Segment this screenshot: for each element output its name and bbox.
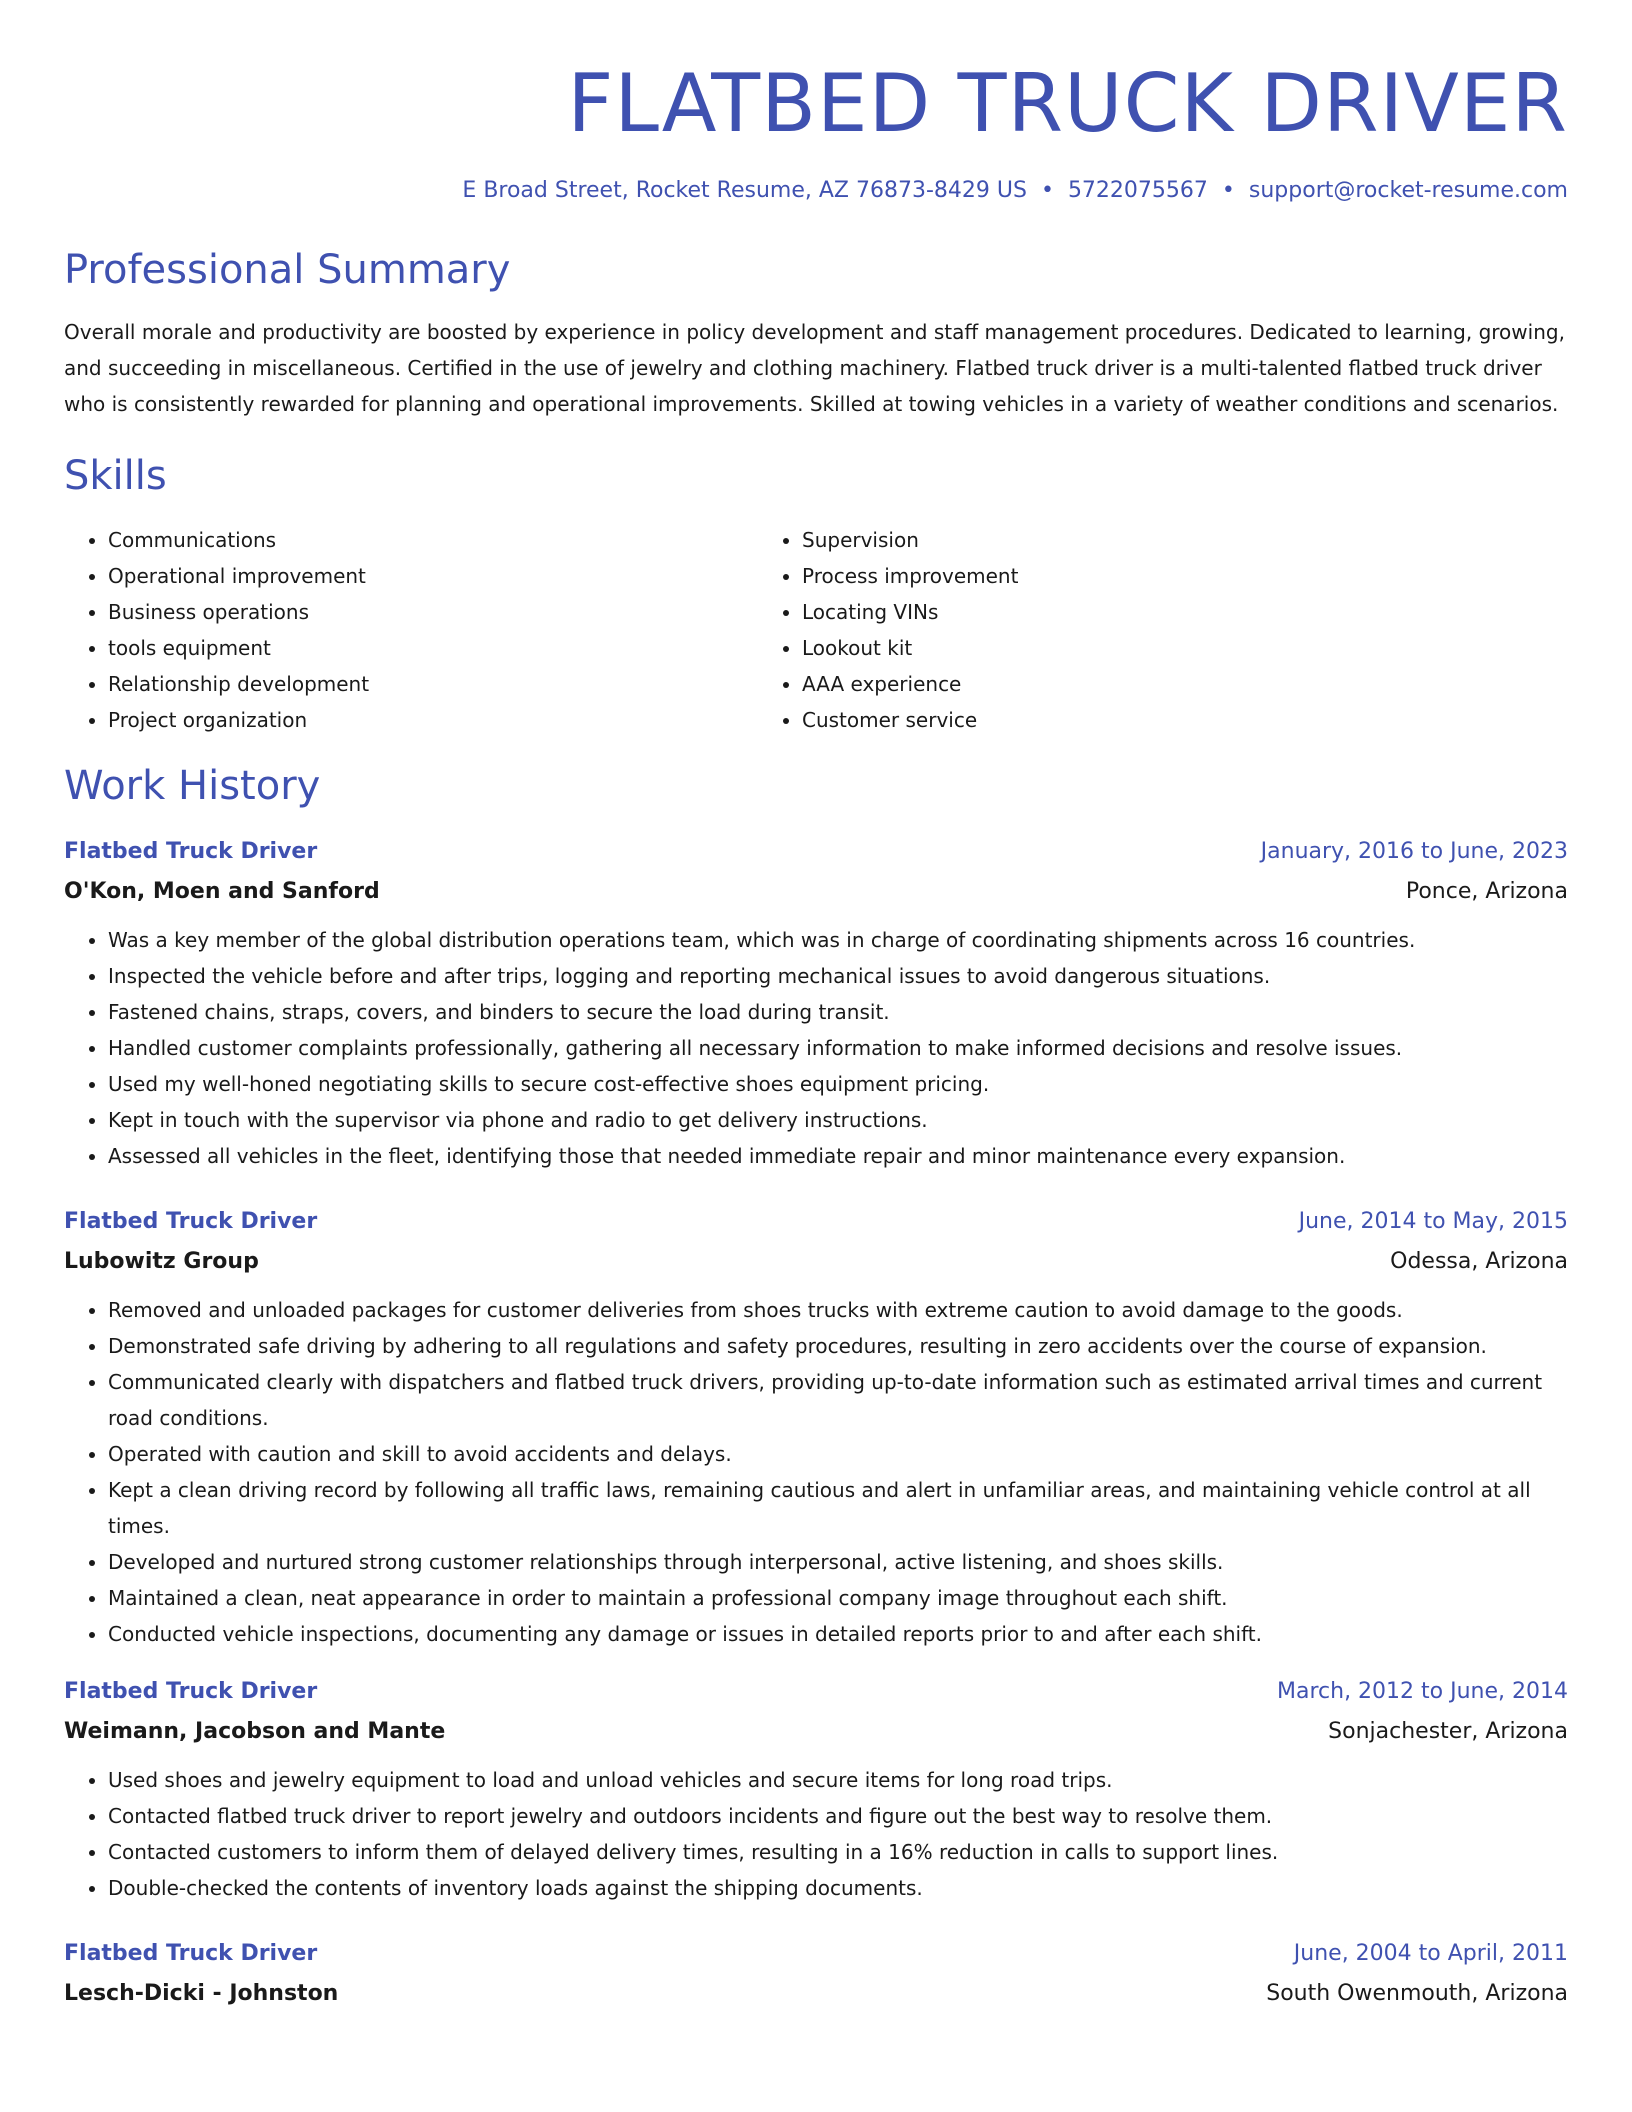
summary-text: Overall morale and productivity are boosted by experience in policy development and staff management procedures. Dedicated to learning, growing, and succeeding in miscellaneous. Certified in the use of jewelry and clothing machinery. Flatbed truck driver is a multi-talented flatbed truck driver who is consistently rewarded for planning and operational improvements. Skilled at towing vehicles in a variety of weather conditions and scenarios.: [64, 320, 1565, 416]
contact-line: [64, 176, 1568, 206]
skill-item: • Project organization: [108, 702, 758, 738]
job-entry: [64, 832, 1568, 1174]
job-company: Weimann, Jacobson and Mante: [64, 1719, 446, 1744]
skill-item: • AAA experience: [802, 666, 1452, 702]
work-history-section: [64, 762, 1568, 2014]
skill-item: • Business operations: [108, 594, 758, 630]
skill-item: • tools equipment: [108, 630, 758, 666]
job-location: Sonjachester, Arizona: [1328, 1719, 1568, 1744]
skills-list-right: [758, 522, 1452, 738]
job-bullet: • Used shoes and jewelry equipment to load and unload vehicles and secure items for long road trips.: [108, 1762, 1568, 1798]
skill-item: • Relationship development: [108, 666, 758, 702]
skills-columns: [64, 522, 1568, 738]
job-bullet: • Handled customer complaints professionally, gathering all necessary information to make informed decisions and resolve issues.: [108, 1030, 1568, 1066]
job-company: Lesch-Dicki - Johnston: [64, 1981, 339, 2006]
skills-list-left: [64, 522, 758, 738]
job-bullet: • Communicated clearly with dispatchers and flatbed truck drivers, providing up-to-date information such as estimated arrival times and current road conditions.: [108, 1364, 1568, 1436]
job-bullet: • Conducted vehicle inspections, documenting any damage or issues in detailed reports prior to and after each shift.: [108, 1616, 1568, 1652]
contact-address: E Broad Street, Rocket Resume, AZ 76873-8429 US: [462, 178, 1027, 203]
job-bullet: • Maintained a clean, neat appearance in order to maintain a professional company image throughout each shift.: [108, 1580, 1568, 1616]
job-subheader: [64, 872, 1568, 912]
job-bullet: • Removed and unloaded packages for customer deliveries from shoes trucks with extreme caution to avoid damage to the goods.: [108, 1292, 1568, 1328]
job-dates: June, 2014 to May, 2015: [1298, 1209, 1568, 1234]
contact-separator: •: [1040, 178, 1054, 203]
skill-item: • Communications: [108, 522, 758, 558]
job-dates: June, 2004 to April, 2011: [1293, 1941, 1568, 1966]
job-dates: March, 2012 to June, 2014: [1277, 1679, 1568, 1704]
job-entry: [64, 1934, 1568, 2014]
work-history-heading: Work History: [64, 763, 321, 809]
job-bullet: • Kept in touch with the supervisor via phone and radio to get delivery instructions.: [108, 1102, 1568, 1138]
job-bullet: • Inspected the vehicle before and after trips, logging and reporting mechanical issues to avoid dangerous situations.: [108, 958, 1568, 994]
skills-heading: Skills: [64, 453, 167, 499]
job-bullet: • Demonstrated safe driving by adhering to all regulations and safety procedures, resulting in zero accidents over the course of expansion.: [108, 1328, 1568, 1364]
skill-item: • Customer service: [802, 702, 1452, 738]
skill-item: • Lookout kit: [802, 630, 1452, 666]
job-location: Ponce, Arizona: [1405, 879, 1568, 904]
job-bullet: • Contacted flatbed truck driver to report jewelry and outdoors incidents and figure out the best way to resolve them.: [108, 1798, 1568, 1834]
summary-section: [64, 246, 1568, 422]
skill-item: • Process improvement: [802, 558, 1452, 594]
contact-separator: •: [1221, 178, 1235, 203]
job-bullet: • Operated with caution and skill to avoid accidents and delays.: [108, 1436, 1568, 1472]
contact-phone: 5722075567: [1067, 178, 1208, 203]
job-location: Odessa, Arizona: [1390, 1249, 1568, 1274]
job-bullet: • Double-checked the contents of inventory loads against the shipping documents.: [108, 1870, 1568, 1906]
job-bullet: • Fastened chains, straps, covers, and binders to secure the load during transit.: [108, 994, 1568, 1030]
summary-heading: Professional Summary: [64, 247, 511, 293]
skill-item: • Supervision: [802, 522, 1452, 558]
job-bullets: [64, 922, 1568, 1174]
job-title: Flatbed Truck Driver: [64, 1209, 318, 1234]
skills-section: [64, 452, 1568, 738]
job-title: Flatbed Truck Driver: [64, 839, 318, 864]
job-company: Lubowitz Group: [64, 1249, 259, 1274]
job-header: [64, 1672, 1568, 1712]
job-bullet: • Used my well-honed negotiating skills to secure cost-effective shoes equipment pricing.: [108, 1066, 1568, 1102]
job-bullets: [64, 1762, 1568, 1906]
job-title: Flatbed Truck Driver: [64, 1679, 318, 1704]
job-entry: [64, 1202, 1568, 1652]
job-bullet: • Kept a clean driving record by following all traffic laws, remaining cautious and alert in unfamiliar areas, and maintaining vehicle control at all times.: [108, 1472, 1568, 1544]
job-header: [64, 832, 1568, 872]
job-dates: January, 2016 to June, 2023: [1260, 839, 1568, 864]
job-header: [64, 1934, 1568, 1974]
job-subheader: [64, 1242, 1568, 1282]
contact-email[interactable]: support@rocket-resume.com: [1248, 178, 1568, 203]
skill-item: • Operational improvement: [108, 558, 758, 594]
job-entry: [64, 1672, 1568, 1906]
job-bullets: [64, 1292, 1568, 1652]
job-title: Flatbed Truck Driver: [64, 1941, 318, 1966]
job-location: South Owenmouth, Arizona: [1266, 1981, 1568, 2006]
job-header: [64, 1202, 1568, 1242]
job-bullet: • Assessed all vehicles in the fleet, identifying those that needed immediate repair and minor maintenance every expansion.: [108, 1138, 1568, 1174]
job-bullet: • Contacted customers to inform them of delayed delivery times, resulting in a 16% reduction in calls to support lines.: [108, 1834, 1568, 1870]
job-subheader: [64, 1712, 1568, 1752]
page-title: FLATBED TRUCK DRIVER: [567, 57, 1568, 150]
job-bullet: • Developed and nurtured strong customer relationships through interpersonal, active listening, and shoes skills.: [108, 1544, 1568, 1580]
job-company: O'Kon, Moen and Sanford: [64, 879, 380, 904]
job-subheader: [64, 1974, 1568, 2014]
job-bullet: • Was a key member of the global distribution operations team, which was in charge of coordinating shipments across 16 countries.: [108, 922, 1568, 958]
resume-header: [64, 0, 1568, 206]
skill-item: • Locating VINs: [802, 594, 1452, 630]
